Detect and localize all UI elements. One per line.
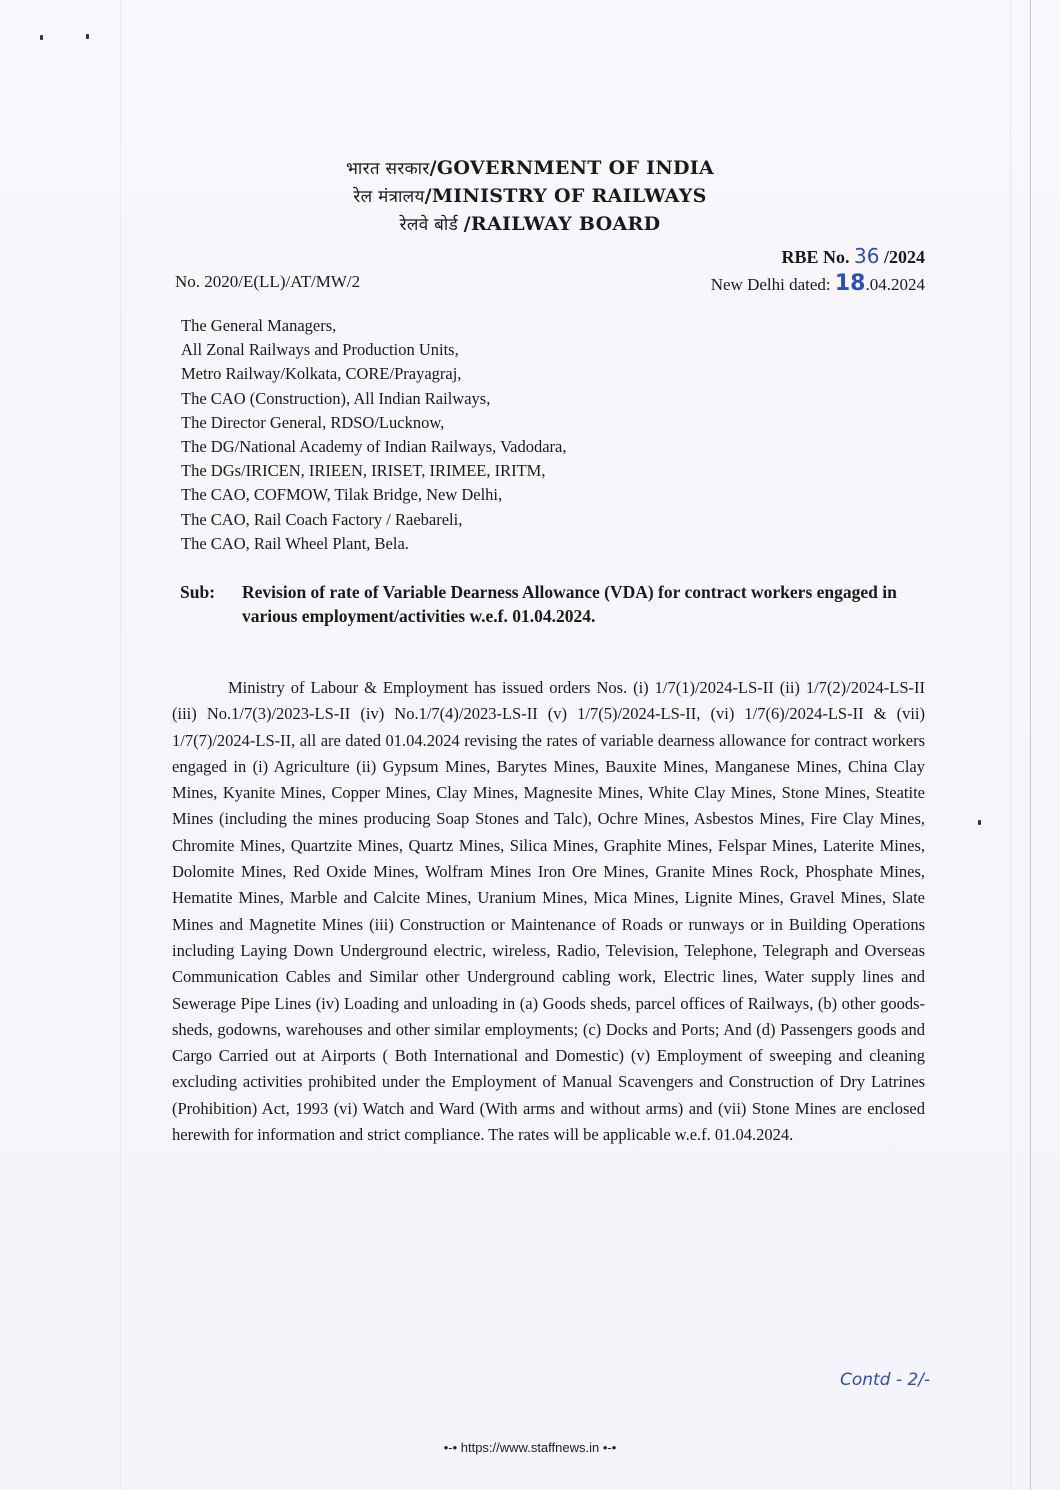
addressee-line: The CAO (Construction), All Indian Railways, xyxy=(181,388,491,408)
issue-date xyxy=(711,271,925,296)
addressee-list xyxy=(181,314,567,556)
addressee-line: All Zonal Railways and Production Units, xyxy=(181,340,459,360)
subject-label: Sub: xyxy=(180,582,216,602)
addressee-line: The CAO, Rail Wheel Plant, Bela. xyxy=(181,533,409,553)
addressee-line: The CAO, Rail Coach Factory / Raebareli, xyxy=(181,509,463,529)
letterhead-line-board xyxy=(0,211,1060,239)
body-paragraph: Ministry of Labour & Employment has issued orders Nos. (i) 1/7(1)/2024-LS-II (ii) 1/7(2)/2024-LS-II (iii) No.1/7(3)/2023-LS-II (iv) No.1/7(4)/2023-LS-II (v) 1/7(5)/2024-LS-II, (vi) 1/7(6)/2024-LS-II & (vii) 1/7(7)/2024-LS-II, all are dated 01.04.2024 revising the rates of variable dearness allowance for contract workers engaged in (i) Agriculture (ii) Gypsum Mines, Barytes Mines, Bauxite Mines, Manganese Mines, China Clay Mines, Kyanite Mines, Copper Mines, Clay Mines, Magnesite Mines, White Clay Mines, Stone Mines, Steatite Mines (including the mines producing Soap Stones and Talc), Ochre Mines, Asbestos Mines, Fire Clay Mines, Chromite Mines, Quartzite Mines, Quartz Mines, Silica Mines, Graphite Mines, Felspar Mines, Laterite Mines, Dolomite Mines, Red Oxide Mines, Wolfram Mines Iron Ore Mines, Granite Mines Rock, Phosphate Mines, Hematite Mines, Marble and Calcite Mines, Uranium Mines, Mica Mines, Lignite Mines, Gravel Mines, Slate Mines and Magnetite Mines (iii) Construction or Maintenance of Roads or runways or in Building Operations including Laying Down Underground electric, wireless, Radio, Television, Telephone, Telegraph and Overseas Communication Cables and Similar other Underground cabling work, Electric lines, Water supply lines and Sewerage Pipe Lines (iv) Loading and unloading in (a) Goods sheds, parcel offices of Railways, (b) other goods-sheds, godowns, warehouses and other similar employments; (c) Docks and Ports; And (d) Passengers goods and Cargo Carried out at Airports ( Both International and Domestic) (v) Employment of sweeping and cleaning excluding activities prohibited under the Employment of Manual Scavengers and Construction of Dry Latrines (Prohibition) Act, 1993 (vi) Watch and Ward (With arms and without arms) and (vii) Stone Mines are enclosed herewith for information and strict compliance. The rates will be applicable w.e.f. 01.04.2024. xyxy=(172,678,925,1145)
addressee-line: Metro Railway/Kolkata, CORE/Prayagraj, xyxy=(181,364,462,384)
subject-text: Revision of rate of Variable Dearness Allowance (VDA) for contract workers engaged in various employment/activities w.e.f. 01.04.2024. xyxy=(242,582,897,626)
addressee-line: The CAO, COFMOW, Tilak Bridge, New Delhi, xyxy=(181,485,503,505)
letterhead xyxy=(0,155,1060,239)
date-month-year: .04.2024 xyxy=(865,275,925,294)
addressee-line: The DGs/IRICEN, IRIEEN, IRISET, IRIMEE, IRITM, xyxy=(181,461,546,481)
letterhead-line-government xyxy=(0,155,1060,183)
letterhead-english-text: /RAILWAY BOARD xyxy=(463,213,661,235)
letterhead-hindi-text: रेल मंत्रालय xyxy=(353,187,425,207)
footer-watermark: •-• https://www.staffnews.in •-• xyxy=(443,1440,617,1455)
date-handwritten-day: 18 xyxy=(834,271,866,296)
scan-speck xyxy=(978,820,981,825)
scan-speck xyxy=(40,35,43,40)
letterhead-english-text: /GOVERNMENT OF INDIA xyxy=(429,157,715,179)
scan-speck xyxy=(86,34,89,39)
addressee-line: The General Managers, xyxy=(181,316,337,335)
letterhead-english-text: /MINISTRY OF RAILWAYS xyxy=(424,185,707,207)
letterhead-hindi-text: भारत सरकार xyxy=(345,159,430,179)
subject-line xyxy=(180,580,940,628)
rbe-handwritten-number: 36 xyxy=(854,244,880,268)
handwritten-continued-note: Contd - 2/- xyxy=(840,1370,931,1390)
addressee-line: The Director General, RDSO/Lucknow, xyxy=(181,412,445,432)
letterhead-line-ministry xyxy=(0,183,1060,211)
date-prefix: New Delhi dated: xyxy=(710,275,835,294)
addressee-line: The DG/National Academy of Indian Railways, Vadodara, xyxy=(181,437,567,457)
rbe-suffix: /2024 xyxy=(879,247,925,267)
rbe-prefix: RBE No. xyxy=(781,247,855,267)
letterhead-hindi-text: रेलवे बोर्ड xyxy=(399,215,464,235)
rbe-number xyxy=(782,244,925,268)
file-number: No. 2020/E(LL)/AT/MW/2 xyxy=(175,272,361,291)
